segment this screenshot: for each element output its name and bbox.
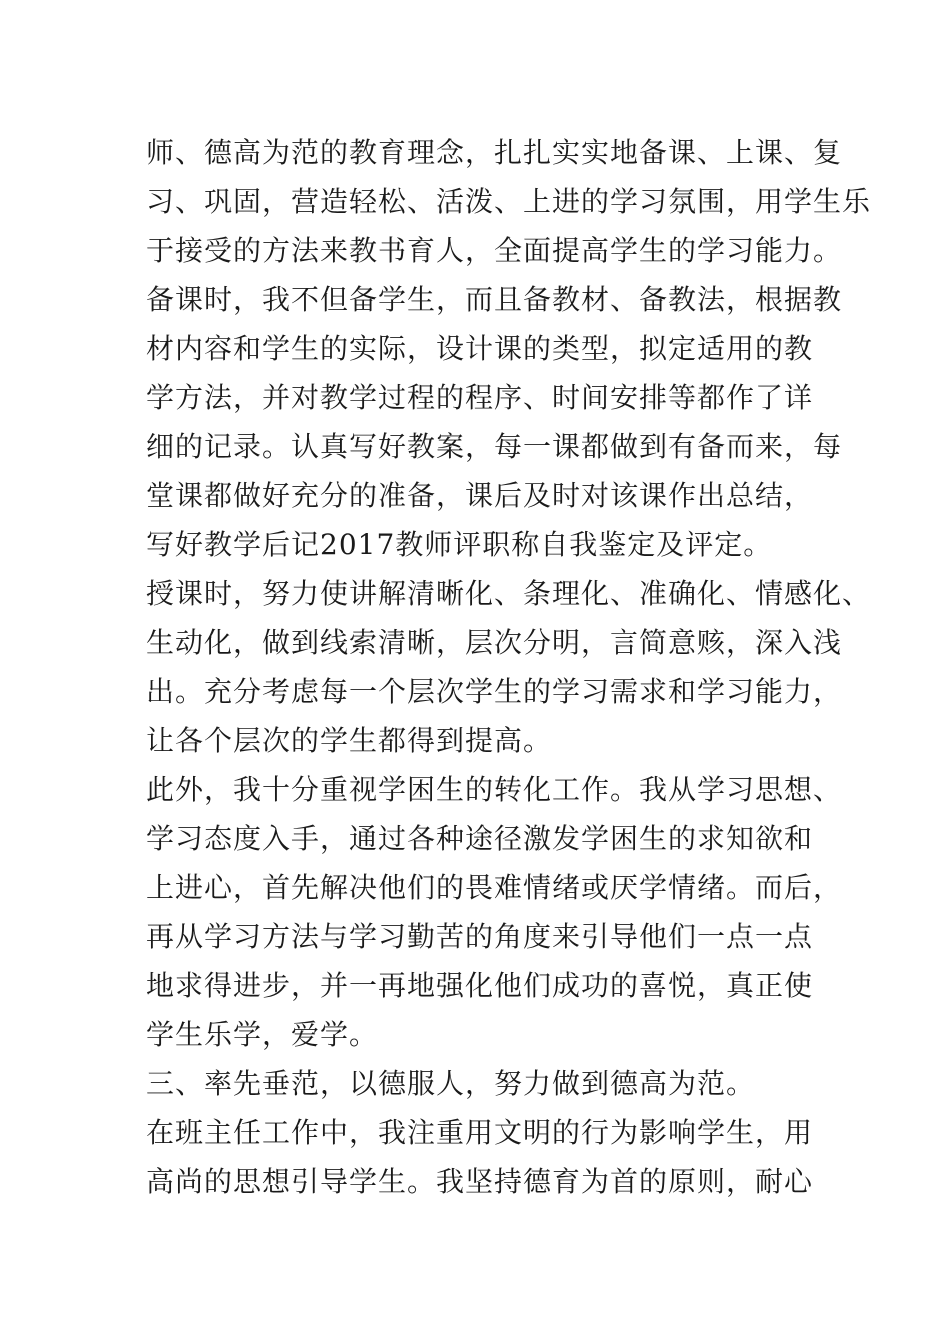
text-line: 高尚的思想引导学生。我坚持德育为首的原则，耐心 bbox=[146, 1165, 814, 1198]
text-line: 在班主任工作中，我注重用文明的行为影响学生，用 bbox=[146, 1116, 814, 1149]
text-line: 地求得进步，并一再地强化他们成功的喜悦，真正使 bbox=[146, 969, 814, 1002]
text-line: 学方法，并对教学过程的程序、时间安排等都作了详 bbox=[146, 381, 814, 414]
text-line: 学习态度入手，通过各种途径激发学困生的求知欲和 bbox=[146, 822, 814, 855]
text-line: 材内容和学生的实际，设计课的类型，拟定适用的教 bbox=[146, 332, 814, 365]
text-line: 备课时，我不但备学生，而且备教材、备教法，根据教 bbox=[146, 283, 843, 316]
section-heading: 三、率先垂范，以德服人，努力做到德高为范。 bbox=[146, 1067, 756, 1100]
text-line: 师、德高为范的教育理念，扎扎实实地备课、上课、复 bbox=[146, 136, 843, 169]
text-line: 此外，我十分重视学困生的转化工作。我从学习思想、 bbox=[146, 773, 843, 806]
text-line: 细的记录。认真写好教案，每一课都做到有备而来，每 bbox=[146, 430, 843, 463]
text-line: 上进心，首先解决他们的畏难情绪或厌学情绪。而后， bbox=[146, 871, 843, 904]
text-line: 习、巩固，营造轻松、活泼、上进的学习氛围，用学生乐 bbox=[146, 185, 872, 218]
text-line: 堂课都做好充分的准备，课后及时对该课作出总结， bbox=[146, 479, 814, 512]
text-line: 生动化，做到线索清晰，层次分明，言简意赅，深入浅 bbox=[146, 626, 843, 659]
text-line: 授课时，努力使讲解清晰化、条理化、准确化、情感化、 bbox=[146, 577, 872, 610]
body-text bbox=[146, 128, 872, 1206]
text-line: 写好教学后记2017教师评职称自我鉴定及评定。 bbox=[146, 528, 773, 561]
text-line: 再从学习方法与学习勤苦的角度来引导他们一点一点 bbox=[146, 920, 814, 953]
text-line: 学生乐学，爱学。 bbox=[146, 1018, 379, 1051]
text-line: 让各个层次的学生都得到提高。 bbox=[146, 724, 553, 757]
text-line: 出。充分考虑每一个层次学生的学习需求和学习能力， bbox=[146, 675, 843, 708]
text-line: 于接受的方法来教书育人，全面提高学生的学习能力。 bbox=[146, 234, 843, 267]
